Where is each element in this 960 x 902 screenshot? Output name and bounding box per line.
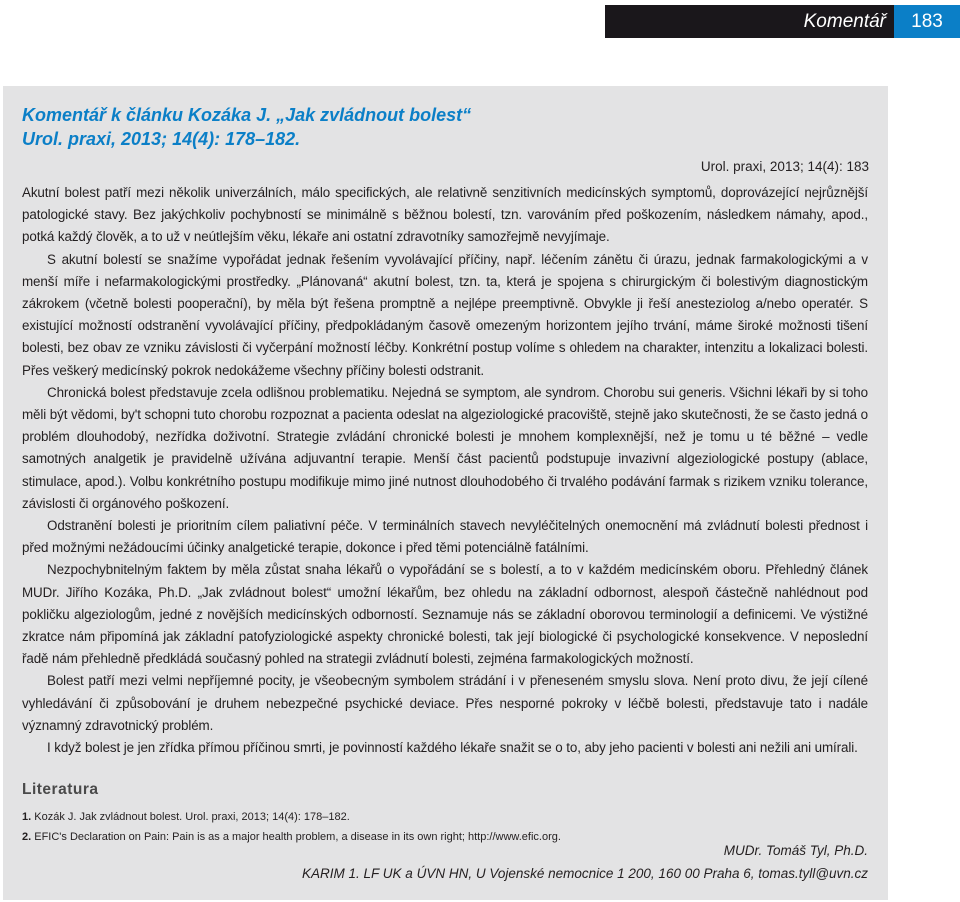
article-body <box>22 182 868 759</box>
article-title <box>22 103 522 151</box>
reference-number: 1. <box>22 811 32 823</box>
page-number: 183 <box>894 5 960 38</box>
paragraph: I když bolest je jen zřídka přímou příčinou smrti, je povinností každého lékaře snažit se o to, aby jeho pacienti v bolesti ani nežili ani umírali. <box>47 740 858 756</box>
author-affiliation: KARIM 1. LF UK a ÚVN HN, U Vojenské nemocnice 1 200, 160 00 Praha 6, tomas.tyll@uvn.cz <box>302 866 868 881</box>
reference-item <box>22 807 561 827</box>
reference-text: Kozák J. Jak zvládnout bolest. Urol. praxi, 2013; 14(4): 178–182. <box>34 811 350 823</box>
reference-number: 2. <box>22 831 32 843</box>
title-line-2: Urol. praxi, 2013; 14(4): 178–182. <box>22 129 301 149</box>
literature-heading: Literatura <box>22 781 99 798</box>
paragraph: Bolest patří mezi velmi nepříjemné pocity, je všeobecným symbolem strádání i v přeneseném smyslu slova. Není proto divu, že její cílené vyhledávání či způsobování je druhem nebezpečné psychické deviace. Přes nesporné pokroky v léčbě bolesti, představuje tato i nadále významný zdravotnický problém. <box>22 673 868 733</box>
paragraph: Akutní bolest patří mezi několik univerzálních, málo specifických, ale relativně senzitivních medicínských symptomů, doprovázející nejrůznější patologické stavy. Bez jakýchkoliv pochybností se minimálně s běžnou bolestí, tzn. varováním před poškozením, následkem námahy, apod., potká každý člověk, a to už v neútlejším věku, lékaře ani ostatní zdravotníky samozřejmě nevyjímaje. <box>22 185 868 245</box>
paragraph: Nezpochybnitelným faktem by měla zůstat snaha lékařů o vypořádání se s bolestí, a to v každém medicínském oboru. Přehledný článek MUDr. Jiřího Kozáka, Ph.D. „Jak zvládnout bolest“ umožní lékařům, bez ohledu na základní odbornost, alespoň částečně nahlédnout pod pokličku algeziologům, jedné z novějších medicínských odborností. Seznamuje nás se základní oborovou terminologií a definicemi. Ve výstižné zkratce nám připomíná jak základní patofyziologické aspekty chronické bolesti, tak její biologické či psychologické konsekvence. V neposlední řadě nám přehledně předkládá současný pohled na strategii zvládnutí bolesti, zejména farmakologických možností. <box>22 562 868 667</box>
section-header <box>605 5 894 38</box>
paragraph: Chronická bolest představuje zcela odlišnou problematiku. Nejedná se symptom, ale syndrom. Chorobu sui generis. Všichni lékaři by si toho měli být vědomi, by't schopni tuto chorobu rozpoznat a pacienta odeslat na algeziologické pracoviště, stejně jako skutečnosti, že se často jedná o problém dlouhodobý, nezřídka doživotní. Strategie zvládání chronické bolesti je mnohem komplexnější, než je tomu u té běžné – vedle samotných analgetik je pravidelně užívána adjuvantní terapie. Menší část pacientů podstupuje invazivní algeziologické postupy (ablace, stimulace, apod.). Volbu konkrétního postupu modifikuje mimo jiné nutnost dlouhodobého či trvalého podávání farmak s rizikem vzniku tolerance, závislosti či orgánového poškození. <box>22 384 868 511</box>
author-name: MUDr. Tomáš Tyl, Ph.D. <box>723 843 868 858</box>
section-title: Komentář <box>803 10 886 32</box>
source-citation: Urol. praxi, 2013; 14(4): 183 <box>700 159 869 174</box>
title-line-1: Komentář k článku Kozáka J. „Jak zvládnout bolest“ <box>22 105 472 125</box>
reference-list <box>22 807 561 847</box>
paragraph: S akutní bolestí se snažíme vypořádat jednak řešením vyvolávající příčiny, např. léčením zánětu či úrazu, jednak farmakologickými a v menší míře i nefarmakologickými prostředky. „Plánovaná“ akutní bolest, tzn. ta, která je spojena s chirurgickým či bolestivým diagnostickým zákrokem (včetně bolesti pooperační), by měla být řešena promptně a nejlépe preemptivně. Obvykle ji řeší anesteziolog a/nebo operatér. S existující možností odstranění vyvolávající příčiny, předpokládaným časově omezeným horizontem jejího trvání, máme široké možnosti tišení bolesti, bez obav ze vzniku závislosti či vyčerpání možností léčby. Konkrétní postup volíme s ohledem na charakter, intenzitu a lokalizaci bolesti. Přes veškerý medicínský pokrok nedokážeme všechny příčiny bolesti odstranit. <box>22 251 868 378</box>
reference-item <box>22 827 561 847</box>
reference-text: EFIC's Declaration on Pain: Pain is as a major health problem, a disease in its own right; http://www.efic.org. <box>34 831 561 843</box>
paragraph: Odstranění bolesti je prioritním cílem paliativní péče. V terminálních stavech nevyléčitelných onemocnění má zvládnutí bolesti přednost i před možnými nežádoucími účinky analgetické terapie, dokonce i před těmi potenciálně fatálními. <box>22 518 868 556</box>
